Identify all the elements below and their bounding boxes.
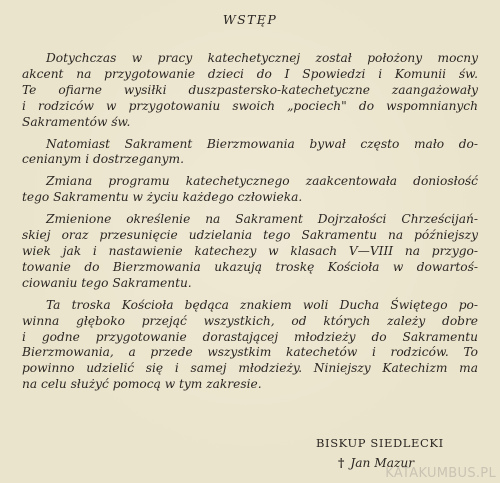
text-line: na celu służyć pomocą w tym zakresie. bbox=[22, 377, 262, 392]
page-title: WSTĘP bbox=[222, 12, 278, 27]
text-line: akcent na przygotowanie dzieci do I Spowiedzi i Komunii św. bbox=[22, 66, 478, 81]
text-line: Sakramentów św. bbox=[22, 114, 131, 129]
text-line: i rodziców w przygotowaniu swoich „pociech" do wspomnianych bbox=[22, 98, 478, 113]
text-line: cenianym i dostrzeganym. bbox=[22, 152, 184, 167]
text-line: Natomiast Sakrament Bierzmowania bywał często mało do- bbox=[46, 136, 478, 151]
signature-title: BISKUP SIEDLECKI bbox=[316, 436, 444, 450]
text-line: winna głęboko przejąć wszystkich, od których zależy dobre bbox=[22, 313, 478, 328]
text-line: skiej oraz przesunięcie udzielania tego Sakramentu na późniejszy bbox=[22, 228, 478, 243]
paragraph-2 bbox=[22, 137, 478, 169]
watermark: KATAKUMBUS.PL bbox=[385, 466, 496, 481]
text-line: i godne przygotowanie dorastającej młodzieży do Sakramentu bbox=[22, 329, 478, 344]
text-line: Ta troska Kościoła będąca znakiem woli Ducha Świętego po- bbox=[46, 297, 478, 312]
paragraph-5 bbox=[22, 298, 478, 393]
text-line: Zmiana programu katechetycznego zaakcentowała doniosłość bbox=[46, 174, 478, 189]
paragraph-3 bbox=[22, 174, 478, 206]
paragraph-1 bbox=[22, 51, 478, 131]
paragraph-4 bbox=[22, 212, 478, 292]
text-line: tego Sakramentu w życiu każdego człowieka. bbox=[22, 190, 303, 205]
text-line: Te ofiarne wysiłki duszpastersko-katechetyczne zaangażowały bbox=[22, 82, 478, 97]
text-line: wiek jak i nastawienie katechezy w klasach V—VIII na przygo- bbox=[22, 243, 478, 258]
text-line: Dotychczas w pracy katechetycznej został położony mocny bbox=[46, 51, 478, 65]
signature-author: Jan Mazur bbox=[350, 456, 415, 470]
cross-icon: † bbox=[338, 456, 345, 470]
text-line: Bierzmowania, a przede wszystkim katechetów i rodziców. To bbox=[22, 345, 478, 360]
preface-body bbox=[22, 51, 478, 399]
text-line: powinno udzielić się i samej młodzieży. Niniejszy Katechizm ma bbox=[22, 361, 478, 376]
text-line: towanie do Bierzmowania ukazują troskę Kościoła w dowartoś- bbox=[22, 259, 478, 274]
text-line: ciowaniu tego Sakramentu. bbox=[22, 275, 192, 290]
text-line: Zmienione określenie na Sakrament Dojrzałości Chrześcijań- bbox=[46, 212, 478, 227]
